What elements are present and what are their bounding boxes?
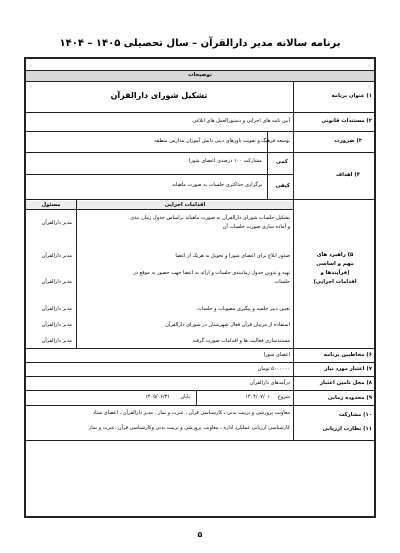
audience-label: ۶) مخاطبین برنامه (323, 352, 372, 358)
responsible-header: مسئول (41, 202, 61, 208)
rule (25, 405, 375, 406)
quantitative-value: مشارکت ۱۰۰ درصدی اعضای شورا (189, 158, 262, 164)
label-column-divider (293, 81, 294, 440)
responsible-cell: مدیر دارالقرآن (41, 253, 72, 259)
subject-label: ۱) عنوان برنامه (331, 93, 372, 99)
credit-label: ۷) اعتبار مورد نیاز (324, 366, 372, 372)
rule (25, 81, 375, 82)
end-label: پایان (180, 394, 190, 400)
audience-value: اعضای شورا (263, 352, 290, 358)
rule (25, 209, 293, 210)
qualitative-label: کیفی (275, 183, 290, 189)
legal-value: آیین نامه های اجرایی و دستورالعمل های ابلاغی (192, 118, 290, 124)
page-title: برنامه سالانه مدیر دارالقرآن – سال تحصیلی ۱۴۰۵ – ۱۴۰۴ (59, 38, 341, 49)
responsible-cell: مدیر دارالقرآن (41, 279, 72, 285)
actions-header: اقدامات اجرایی (164, 202, 206, 208)
strategies-label-line: مهم و اساسی (316, 261, 354, 267)
partners-value: معاونت پرورشی و تربیت بدنی ، کارشناسی قرآن ، عترت و نماز ، مدیر دارالقرآن ، اعضای ستاد (92, 410, 290, 416)
strategies-label-line: اقدامات اجرایی) (313, 279, 357, 285)
strategies-label (296, 251, 374, 287)
timeframe-label: ۹) محدوده زمانی (327, 395, 372, 401)
action-item-text: صدور ابلاغ برای اعضای شورا و تحویل به هریک از اعضا (175, 253, 290, 259)
descriptions-header: توضیحات (188, 72, 212, 78)
action-item-text: و آماده سازی صورت جلسات آن (222, 224, 290, 230)
responsible-column-divider (76, 199, 77, 348)
credit-value: ۵۰۰۰۰۰۰ تومان (257, 366, 290, 372)
quantitative-label: کمی (276, 159, 288, 165)
rule (25, 70, 375, 71)
goals-label: ۴) اهداف (335, 172, 360, 178)
action-item-text: تعیین دبیر جلسه و پیگیری مصوبات و جلسات (197, 306, 290, 312)
rule (25, 112, 375, 113)
rule (25, 348, 375, 349)
necessity-label: ۳) ضرورت (334, 138, 362, 144)
page-number: ۵ (197, 530, 203, 539)
rule (25, 131, 375, 132)
date-divider (196, 390, 197, 405)
end-date: ۱۴۰۵/۰۶/۳۱ (145, 394, 170, 400)
rule (25, 199, 375, 200)
partners-label: ۱۰) مشارکت (338, 412, 372, 418)
evaluation-value: کارشناسی ارزیابی عملکرد اداره ، معاونت پرورشی و تربیت بدنی وکارشناسی قرآن ،عترت و نماز (88, 425, 290, 431)
legal-label: ۲) مستندات قانونی (321, 118, 372, 124)
responsible-cell: مدیر دارالقرآن (41, 338, 72, 344)
funding-label: ۸) محل تامین اعتبار (320, 380, 372, 386)
action-item-text: مستندسازی فعالیت ها و اقدامات صورت گرفته (192, 338, 290, 344)
strategies-label-line: (فرآیندها و (320, 270, 350, 276)
action-item-text: استفاده از مربیان قرآن فعال شهرستان در شورای دارالقرآن (165, 322, 290, 328)
action-item-text: جلسات (274, 279, 290, 285)
rule (25, 152, 375, 153)
necessity-value: توسعه فرهنگ و تقویت باورهای دینی دانش آموزان مدارس منطقه (154, 138, 290, 144)
responsible-cell: مدیر دارالقرآن (41, 220, 72, 226)
strategies-label-line: ۵) راهبرد های (316, 252, 354, 258)
start-label: شروع (277, 394, 290, 400)
rule (25, 376, 375, 377)
subject-value: تشکیل شورای دارالقرآن (110, 91, 208, 100)
rule (25, 440, 375, 441)
action-item-text: تهیه و تدوین جدول زمانبندی جلسات و ارائه به اعضا جهت حضور به موقع در (133, 270, 290, 276)
evaluation-label: ۱۱) نظارت ارزیابی (322, 426, 372, 432)
rule (25, 362, 375, 363)
rule (25, 174, 293, 175)
funding-value: درآمدهای دارالقرآن (249, 380, 290, 386)
start-date: ۱۴۰۴/۰۷/۰۱ (245, 394, 270, 400)
rule (25, 390, 375, 391)
responsible-cell: مدیر دارالقرآن (41, 322, 72, 328)
qualitative-value: برگزاری حداکثری جلسات به صورت ماهیانه (171, 182, 262, 188)
action-item-text: تشکیل جلسات شورای دارالقرآن به صورت ماهیانه براساس جدول زمان بندی (130, 215, 290, 221)
responsible-cell: مدیر دارالقرآن (41, 306, 72, 312)
